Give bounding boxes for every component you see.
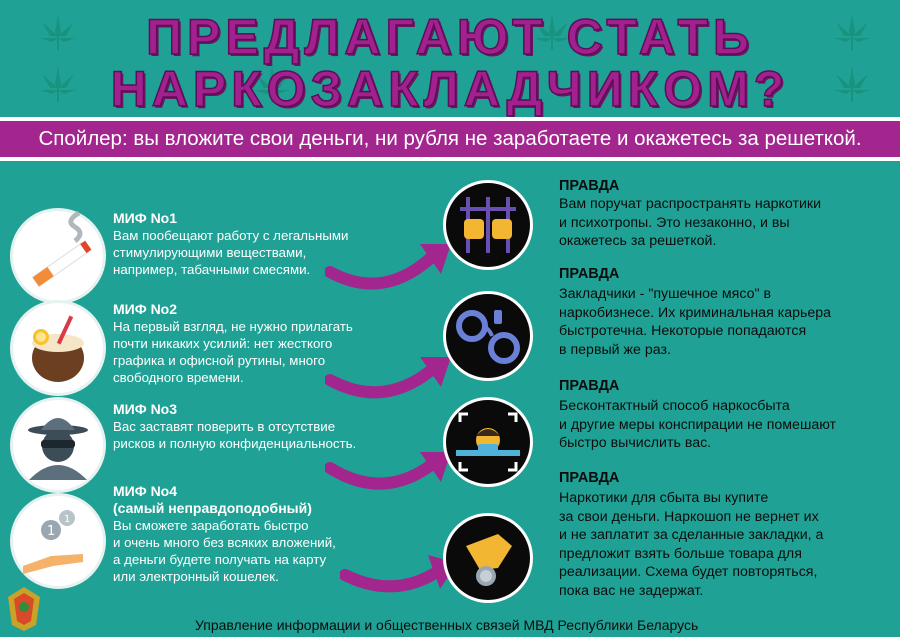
myth-1-line: например, табачными смесями. <box>113 262 311 277</box>
myth-3-line: Вас заставят поверить в отсутствие <box>113 419 336 434</box>
truth-4-circle <box>443 513 533 603</box>
hand-coins-icon <box>13 496 103 586</box>
truth-2-text <box>559 285 831 359</box>
poster-title-line-1: ПРЕДЛАГАЮТ СТАТЬ <box>146 9 754 65</box>
truth-4-line: пока вас не задержат. <box>559 582 704 599</box>
myth-4-line: и очень много без всяких вложений, <box>113 535 336 550</box>
truth-2-line: наркобизнесе. Их криминальная карьера <box>559 304 832 321</box>
truth-4-line: и не заплатит за сделанные закладки, а <box>559 527 824 543</box>
myth-3-circle <box>10 397 106 493</box>
truth-3-text <box>559 397 836 453</box>
truth-1-circle <box>443 180 533 270</box>
coconut-cocktail-icon <box>13 303 103 393</box>
poster-title-line-2: НАРКОЗАКЛАДЧИКОМ? <box>110 61 790 117</box>
myth-1-title: МИФ No1 <box>113 210 178 226</box>
myth-4-line: или электронный кошелек. <box>113 569 279 584</box>
truth-1-line: и психотропы. Это незаконно, и вы <box>559 214 790 231</box>
myth-4-circle <box>10 493 106 589</box>
myth-4-line: Вы сможете заработать быстро <box>113 518 309 533</box>
truth-3-line: и другие меры конспирации не помешают <box>559 416 837 433</box>
spoiler-banner: Спойлер: вы вложите свои деньги, ни рубля не заработаете и окажетесь за решеткой. <box>0 117 900 161</box>
myth-2-line: свободного времени. <box>113 370 244 385</box>
truth-2-line: в первый же раз. <box>559 341 671 358</box>
truth-4-text <box>559 489 823 600</box>
myth-4-line: а деньги будете получать на карту <box>113 552 327 567</box>
truth-3-line: быстро вычислить вас. <box>559 435 712 451</box>
prison-bars-fists-icon <box>446 183 530 267</box>
truth-2-title: ПРАВДА <box>559 266 620 282</box>
myth-4-subtitle: (самый неправдоподобный) <box>113 500 312 516</box>
myth-4-title: МИФ No4 <box>113 483 178 499</box>
arrow-icon <box>340 545 460 605</box>
truth-2-line: быстротечна. Некоторые попадаются <box>559 323 807 339</box>
cigarette-icon <box>13 211 103 301</box>
myth-2-line: На первый взгляд, не нужно прилагать <box>113 319 353 334</box>
footer-credit: Управление информации и общественных связей МВД Республики Беларусь <box>195 617 699 633</box>
myth-3-title: МИФ No3 <box>113 401 178 417</box>
myth-2-title: МИФ No2 <box>113 301 178 317</box>
truth-1-line: Вам поручат распространять наркотики <box>559 196 822 212</box>
myth-3-text <box>113 418 356 452</box>
truth-1-line: окажетесь за решеткой. <box>559 233 717 249</box>
myth-1-circle <box>10 208 106 304</box>
myth-1-line: Вам пообещают работу с легальными <box>113 228 349 243</box>
svg-text:1: 1 <box>64 514 71 525</box>
hand-taking-coin-icon <box>446 516 530 600</box>
truth-4-line: предложит взять больше товара для <box>559 545 802 562</box>
truth-4-line: реализации. Схема будет повторяться, <box>559 564 818 580</box>
myth-2-line: почти никаких усилий: нет жесткого <box>113 336 333 351</box>
myth-3-line: рисков и полную конфиденциальность. <box>113 436 357 451</box>
myth-2-text <box>113 318 353 386</box>
svg-text:1: 1 <box>47 524 56 539</box>
myth-2-circle <box>10 300 106 396</box>
face-scan-icon <box>446 400 530 484</box>
truth-3-title: ПРАВДА <box>559 378 620 394</box>
truth-4-line: Наркотики для сбыта вы купите <box>559 490 769 506</box>
myth-1-line: стимулирующими веществами, <box>113 245 307 260</box>
myth-1-text <box>113 227 348 278</box>
truth-4-title: ПРАВДА <box>559 470 620 486</box>
handcuffs-icon <box>446 294 530 378</box>
myth-2-line: графика и офисной рутины, много <box>113 353 326 368</box>
truth-4-line: за свои деньги. Наркошоп не вернет их <box>559 508 819 525</box>
truth-3-circle <box>443 397 533 487</box>
truth-2-line: Закладчики - "пушечное мясо" в <box>559 286 771 302</box>
truth-1-text <box>559 195 821 251</box>
mvd-emblem-icon <box>4 585 44 633</box>
myth-4-text <box>113 517 336 585</box>
truth-3-line: Бесконтактный способ наркосбыта <box>559 398 790 414</box>
truth-2-circle <box>443 291 533 381</box>
truth-1-title: ПРАВДА <box>559 178 620 194</box>
spy-icon <box>13 400 103 490</box>
